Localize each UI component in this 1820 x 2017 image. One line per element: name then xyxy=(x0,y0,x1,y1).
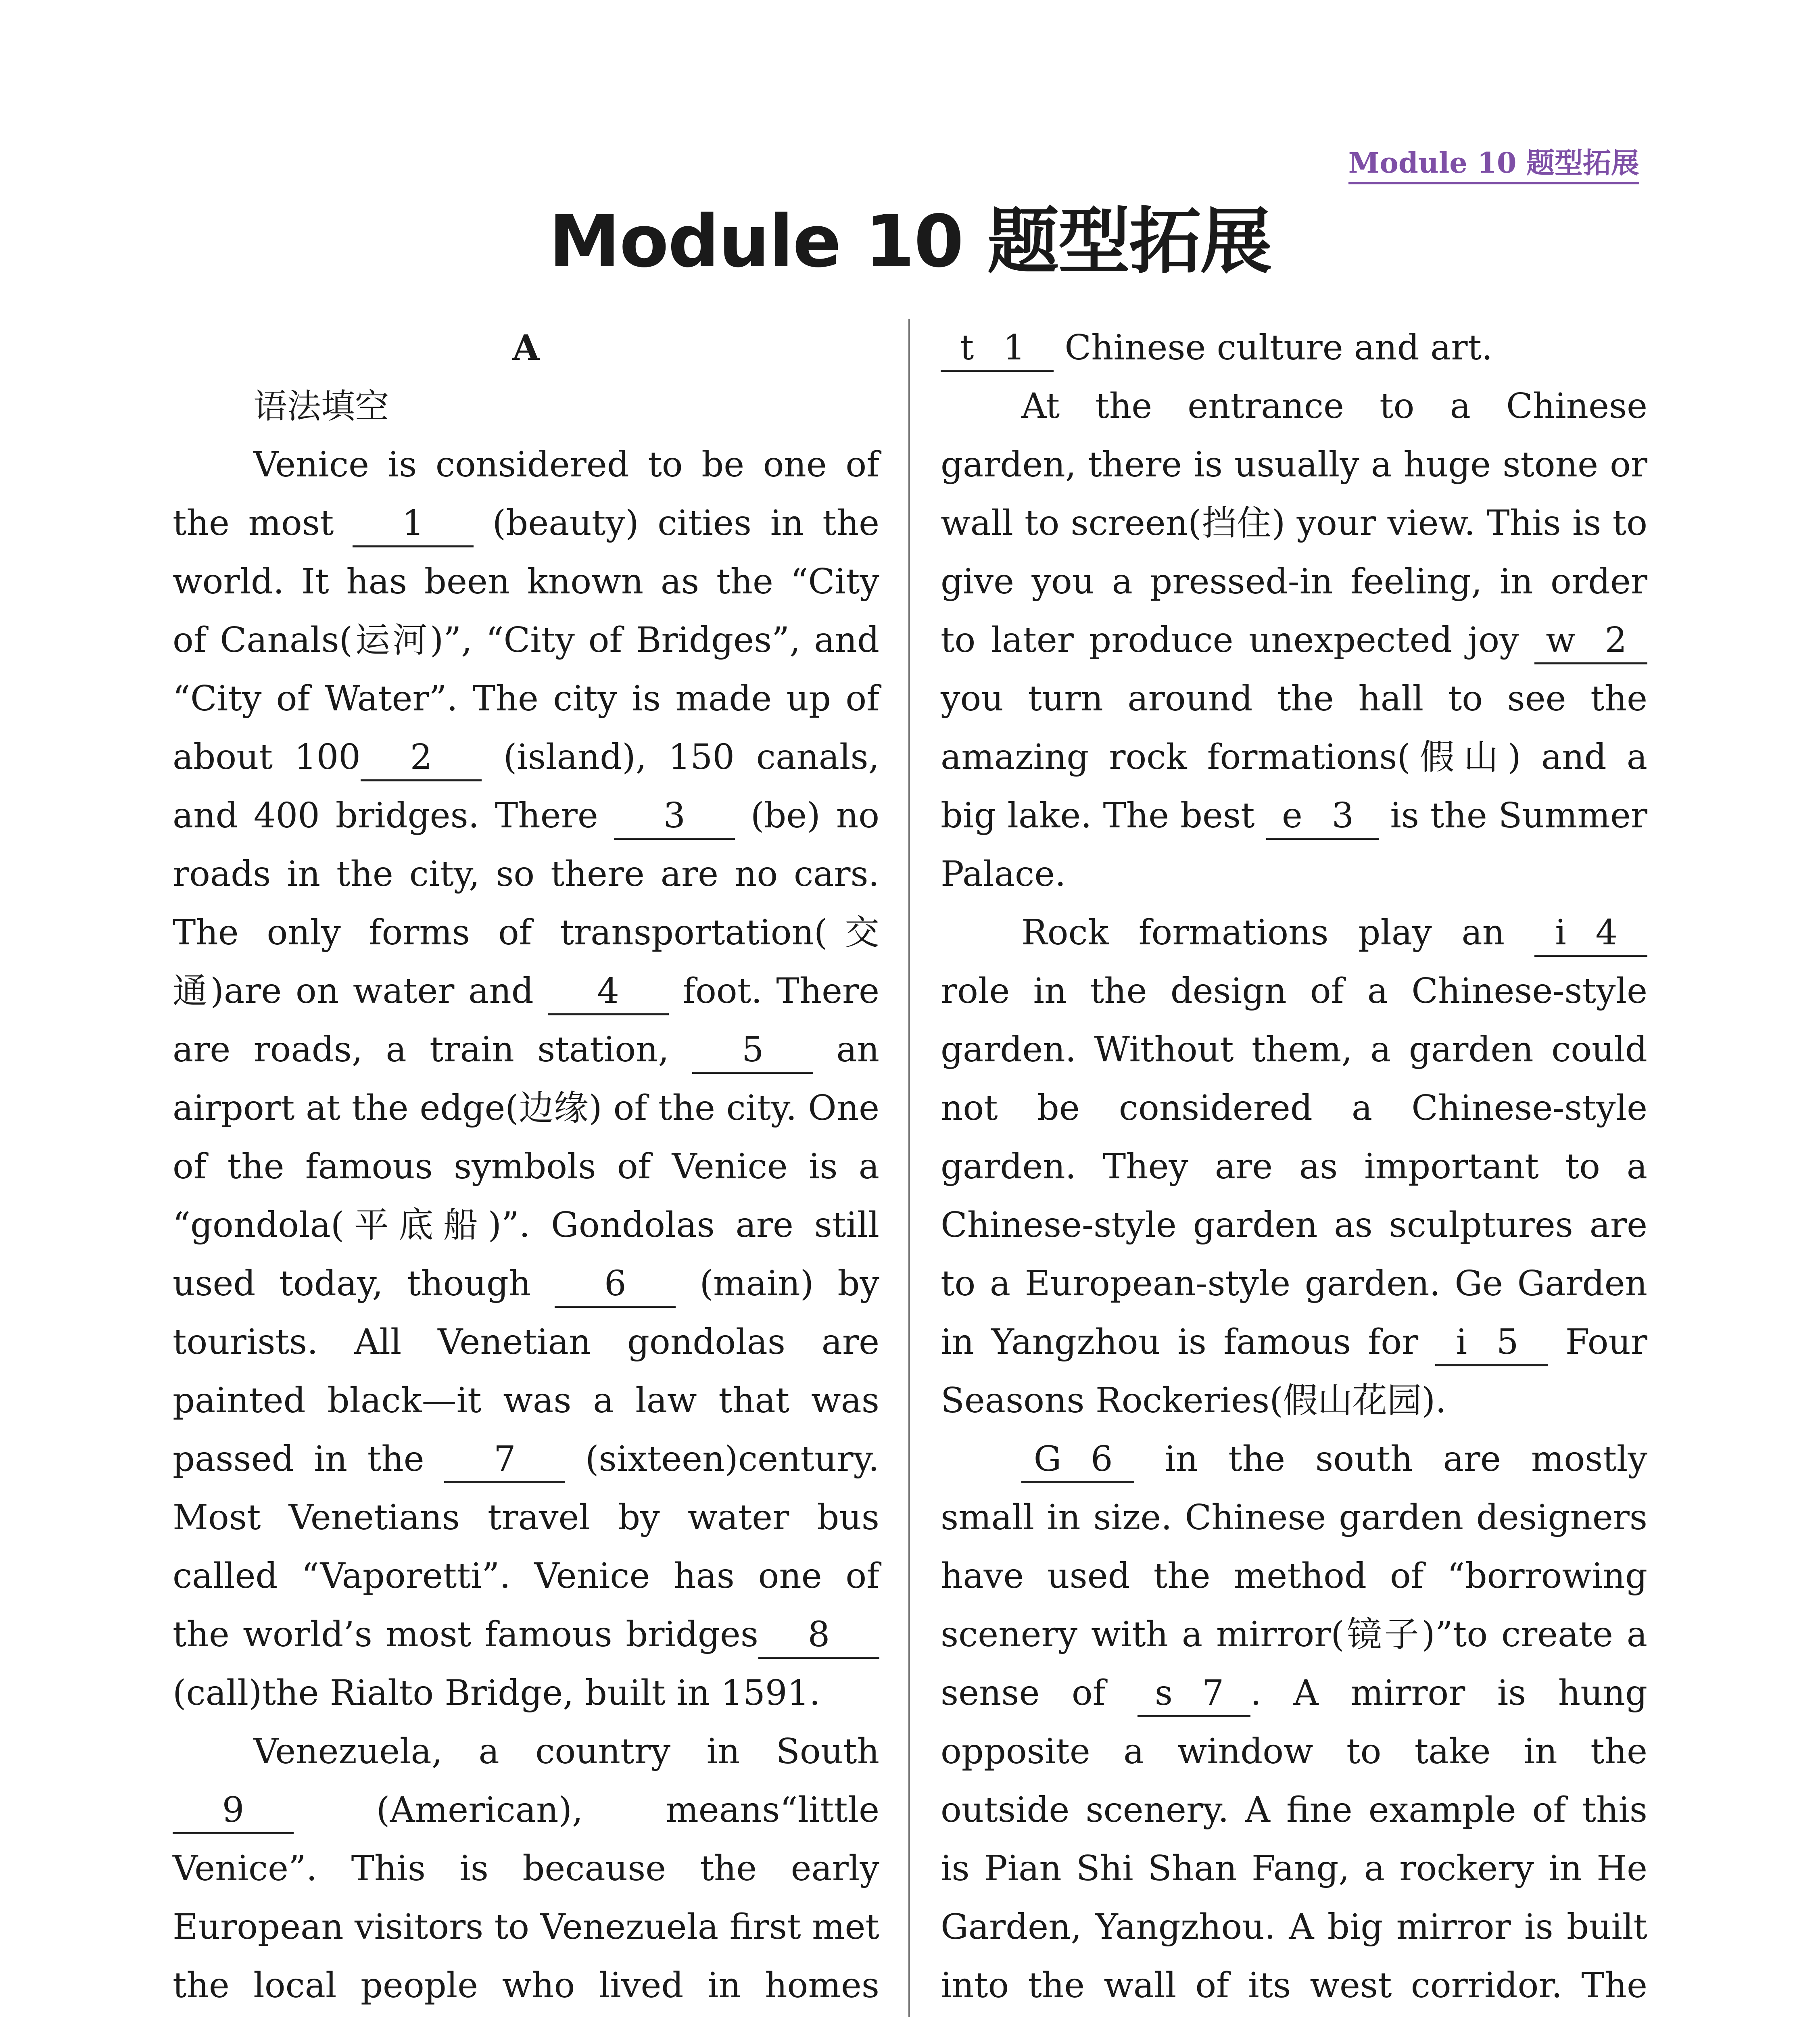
blank-a8[interactable]: 8 xyxy=(758,1612,879,1659)
blank-b1[interactable]: t 1 xyxy=(941,326,1054,372)
blank-a9[interactable]: 9 xyxy=(173,1788,294,1834)
text: Venezuela, a country in South xyxy=(253,1731,879,1772)
left-column xyxy=(173,319,879,2017)
blank-a4[interactable]: 4 xyxy=(548,969,669,1015)
blank-b3[interactable]: e 3 xyxy=(1266,793,1379,840)
blank-a5[interactable]: 5 xyxy=(692,1027,813,1074)
section-b-paragraph-3 xyxy=(941,904,1647,1430)
blank-a3[interactable]: 3 xyxy=(614,793,735,840)
blank-a2[interactable]: 2 xyxy=(361,735,482,781)
section-a-heading: A xyxy=(512,328,540,368)
text: (beauty) cities in the world. It has been known as the “City of Canals(运河)”, “City of Bridges”, and “City of Water”. The city is made up of about 100 xyxy=(173,503,879,777)
text: At the entrance to a Chinese garden, there is usually a huge stone or wall to screen(挡住) your view. This is to give you a pressed-in feeling, in order to later produce unexpected joy xyxy=(941,386,1647,660)
blank-b7[interactable]: s 7 xyxy=(1138,1671,1250,1717)
page-title: Module 10 题型拓展 xyxy=(549,200,1271,283)
blank-a1[interactable]: 1 xyxy=(353,501,474,547)
text: an airport at the edge(边缘) of the city. One of the famous symbols of Venice is a “gondola(平底船)”. Gondolas are still used today, though xyxy=(173,1029,879,1304)
section-b-paragraph-1-continued xyxy=(941,319,1647,377)
text: Four Seasons Rockeries(假山花园). xyxy=(941,1322,1647,1421)
text: (sixteen)century. Most Venetians travel by water bus called “Vaporetti”. Venice has one of the world’s most famous bridges xyxy=(173,1439,879,1655)
section-a-paragraph-2 xyxy=(173,1723,879,2017)
section-a-instruction: 语法填空 xyxy=(253,386,389,426)
text: (American), means“little Venice”. This is because the early European visitors to Venezuela first met the local people who lived in homes xyxy=(173,1790,879,2006)
blank-b4[interactable]: i 4 xyxy=(1534,910,1647,957)
blank-b5[interactable]: i 5 xyxy=(1435,1320,1548,1366)
text: you turn around the hall to see the amazing rock formations(假山) and a big lake. The best xyxy=(941,679,1647,836)
right-column xyxy=(941,319,1647,2017)
blank-b2[interactable]: w 2 xyxy=(1534,618,1647,664)
text: foot. There are roads, a train station, xyxy=(173,971,879,1070)
section-a-paragraph-1 xyxy=(173,436,879,1723)
blank-b6[interactable]: G 6 xyxy=(1021,1437,1134,1483)
section-b-paragraph-4 xyxy=(941,1430,1647,2017)
text: (call)the Rialto Bridge, built in 1591. xyxy=(173,1673,820,1713)
blank-a6[interactable]: 6 xyxy=(555,1261,676,1308)
text: (island), 150 canals, and 400 bridges. There xyxy=(173,737,879,836)
text: . A mirror is hung opposite a window to take in the outside scenery. A fine example of this is Pian Shi Shan Fang, a rockery in He Garden, Yangzhou. A big mirror is built into the wall of its west corridor. The xyxy=(941,1673,1647,2006)
section-b-paragraph-2 xyxy=(941,377,1647,904)
header-module-label: Module 10 题型拓展 xyxy=(1348,140,1639,184)
blank-a7[interactable]: 7 xyxy=(444,1437,565,1483)
text: in the south are mostly small in size. Chinese garden designers have used the method of “borrowing scenery with a mirror(镜子)”to create a sense of xyxy=(941,1439,1647,1713)
text: Venice is considered to be one of the most xyxy=(173,445,879,543)
column-divider xyxy=(908,319,910,2017)
text: (be) no roads in the city, so there are no cars. The only forms of transportation(交通)are on water and xyxy=(173,796,879,1011)
text: (main) by tourists. All Venetian gondolas are painted black—it was a law that was passed in the xyxy=(173,1263,879,1479)
text: role in the design of a Chinese-style garden. Without them, a garden could not be considered a Chinese-style garden. They are as important to a Chinese-style garden as sculptures are to a European-style garden. Ge Garden in Yangzhou is famous for xyxy=(941,971,1647,1362)
text: Chinese culture and art. xyxy=(1054,328,1493,368)
text: Rock formations play an xyxy=(1021,912,1534,953)
text: is the Summer Palace. xyxy=(941,796,1647,894)
